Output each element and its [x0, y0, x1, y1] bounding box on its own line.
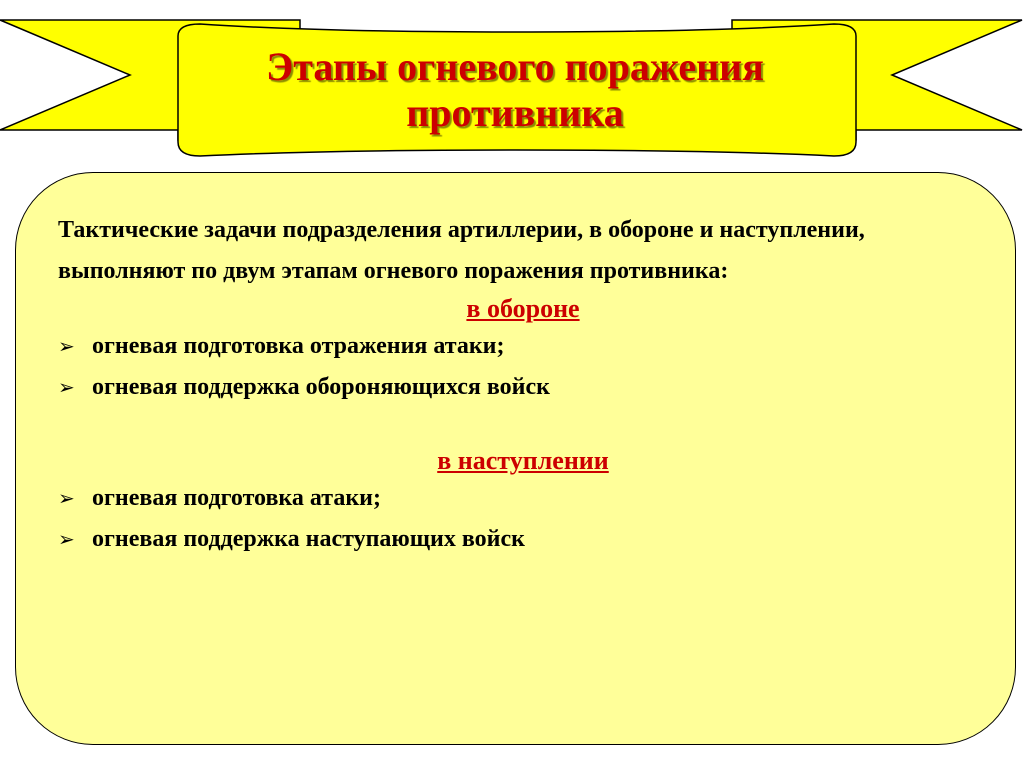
bullet-item	[58, 326, 988, 367]
section-heading-defense: в обороне	[466, 294, 580, 323]
arrow-bullet-icon: ➢	[58, 486, 75, 510]
bullet-text: огневая подготовка атаки;	[92, 485, 381, 511]
section-heading-offense: в наступлении	[437, 446, 609, 475]
bullet-item	[58, 519, 988, 560]
bullet-item	[58, 367, 988, 408]
intro-paragraph: Тактические задачи подразделения артиллерии, в обороне и наступлении, выполняют по двум этапам огневого поражения противника:	[58, 217, 865, 284]
arrow-bullet-icon: ➢	[58, 334, 75, 358]
arrow-bullet-icon: ➢	[58, 375, 75, 399]
slide-title	[175, 44, 855, 136]
content-text	[58, 210, 988, 560]
bullet-text: огневая поддержка обороняющихся войск	[92, 374, 550, 400]
bullet-text: огневая подготовка отражения атаки;	[92, 333, 505, 359]
title-line-2: противника	[406, 90, 624, 135]
arrow-bullet-icon: ➢	[58, 527, 75, 551]
bullet-item	[58, 478, 988, 519]
bullet-text: огневая поддержка наступающих войск	[92, 526, 525, 552]
title-line-1: Этапы огневого поражения	[266, 44, 764, 89]
